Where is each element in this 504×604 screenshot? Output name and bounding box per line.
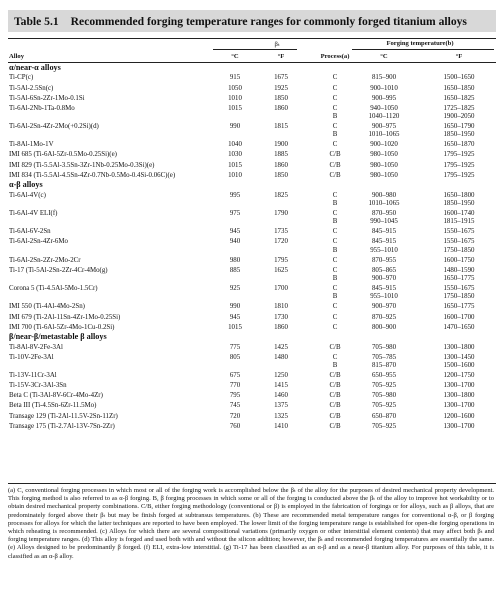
forging-range-f: 1550–1675 xyxy=(443,238,475,246)
table-row xyxy=(8,257,496,265)
forging-range-f: 1650–1775 xyxy=(443,303,475,311)
forging-range-f: 1600–1750 xyxy=(443,256,475,264)
table-row xyxy=(8,423,496,431)
beta-transus-f: 1850 xyxy=(274,171,288,179)
beta-transus-c: 675 xyxy=(229,372,241,380)
table-row xyxy=(8,324,496,332)
beta-transus-c: 990 xyxy=(229,303,241,311)
forging-range-f: 1650–1775 xyxy=(443,275,475,282)
section-heading xyxy=(8,333,496,343)
alloy-name: Transage 129 (Ti-2Al-11.5V-2Sn-11Zr) xyxy=(9,412,118,420)
table-row xyxy=(8,293,496,301)
beta-transus-f: 1625 xyxy=(274,266,288,274)
table-row xyxy=(8,192,496,200)
forging-range-f: 1550–1675 xyxy=(443,285,475,293)
forging-range-c: 980–1050 xyxy=(370,171,398,179)
alloy-name: Ti-6Al-6V-2Sn xyxy=(9,228,51,236)
beta-transus-f: 1885 xyxy=(274,151,288,159)
forging-range-c: 705–925 xyxy=(371,422,397,430)
bottom-rule xyxy=(8,483,496,484)
alloy-name: Ti-10V-2Fe-3Al xyxy=(9,353,54,361)
beta-transus-underline xyxy=(213,49,297,50)
forging-range-f: 1300–1450 xyxy=(443,353,475,361)
alloy-name: Ti-17 (Ti-5Al-2Sn-2Zr-4Cr-4Mo(g) xyxy=(9,266,108,274)
forging-range-f: 1795–1925 xyxy=(443,171,475,179)
process-code: C/B xyxy=(329,402,341,410)
beta-transus-c: 1030 xyxy=(228,151,242,159)
alloy-name: Ti-5Al-2.5Sn(c) xyxy=(9,84,54,92)
forging-range-c: 870–955 xyxy=(371,256,397,264)
beta-transus-f: 1730 xyxy=(274,313,288,321)
beta-transus-c: 795 xyxy=(229,392,241,400)
table-row xyxy=(8,218,496,226)
forging-range-c: 705–925 xyxy=(371,382,397,390)
beta-transus-f: 1675 xyxy=(274,74,288,82)
beta-transus-f: 1250 xyxy=(274,372,288,380)
forging-range-c: 845–915 xyxy=(371,285,397,293)
forging-range-f: 1200–1750 xyxy=(443,372,475,380)
beta-transus-f: 1375 xyxy=(274,402,288,410)
beta-transus-f: 1860 xyxy=(274,161,288,169)
process-code: C xyxy=(332,123,338,130)
table-row xyxy=(8,362,496,370)
forging-range-f: 1650–1870 xyxy=(443,141,475,149)
section-title: β/near-β/metastable β alloys xyxy=(9,332,107,342)
process-code: C xyxy=(332,94,338,102)
forging-range-c: 955–1010 xyxy=(370,246,398,254)
table-row xyxy=(8,141,496,149)
forging-range-f: 1900–2050 xyxy=(443,112,475,120)
process-code: C xyxy=(332,353,338,361)
beta-transus-f: 1460 xyxy=(274,392,288,400)
forging-range-c: 900–975 xyxy=(371,123,397,130)
beta-transus-c: 1050 xyxy=(228,84,242,92)
process-code: C xyxy=(332,323,338,331)
forging-range-c: 815–900 xyxy=(371,74,397,82)
forging-range-c: 845–915 xyxy=(371,238,397,246)
forging-range-c: 900–970 xyxy=(371,275,397,282)
process-code: B xyxy=(332,112,338,120)
process-code: C/B xyxy=(329,382,341,390)
process-code: C xyxy=(332,74,338,82)
alloy-name: Beta III (Ti-4.5Sn-6Zr-11.5Mo) xyxy=(9,402,97,410)
process-code: C/B xyxy=(329,422,341,430)
forging-range-f: 1650–1825 xyxy=(443,94,475,102)
beta-transus-f: 1790 xyxy=(274,210,288,217)
process-code: C/B xyxy=(329,151,341,159)
table-row xyxy=(8,210,496,218)
process-code: C xyxy=(332,285,338,293)
forging-range-f: 1500–1600 xyxy=(443,362,475,369)
table-row xyxy=(8,285,496,293)
beta-transus-c: 980 xyxy=(229,256,241,264)
table-row xyxy=(8,314,496,322)
table-footnotes: (a) C, conventional forging processes in which most or all of the forging work is accomplished below the βₜ of the alloy for the purposes of desired mechanical property development. This forging method is also referred to as α-β forging. B, β forging processes in which some or all of the forging is conducted above the βₜ of the alloy to improve hot workability or to obtain desired mechanical property combinations. C/B, either forging methodology (conventional or β) is employed in the fabrication of forgings or for alloys, such as β alloys, that are predominately forged above their βₜ but may be finish forged at subtransus temperatures. (b) These are recommended metal temperature ranges for conventional α-β, or β forging processes for alloys for which the latter techniques are reported to have been employed. The lower limit of the forging temperature range is established for open-die forging operations in which reheating is recommended. (c) Alloys for which there are several compositional variations (primarily oxygen or other interstitial element contents) that may affect both βₜ and forging temperature ranges. (d) This alloy is forged and used both with and without the silicon addition; however, the βₜ and recommended forging temperatures are essentially the same. (e) Alloys designed to be predominantly β forged. (f) ELI, extra-low interstitial. (g) Ti-17 has been classified as an α-β and as a near-β titanium alloy. For purposes of this table, it is classified as an α-β alloy. xyxy=(8,487,494,560)
beta-transus-c: 940 xyxy=(229,238,241,246)
process-code: C xyxy=(332,141,338,149)
alloy-name: Ti-6Al-2Sn-4Zr-2Mo(+0.2Si)(d) xyxy=(9,123,99,130)
header-alloy: Alloy xyxy=(9,53,25,60)
beta-transus-f: 1410 xyxy=(274,422,288,430)
header-beta-f: °F xyxy=(277,53,285,60)
table-row xyxy=(8,267,496,275)
process-code: C xyxy=(332,303,338,311)
beta-transus-c: 760 xyxy=(229,422,241,430)
table-row xyxy=(8,275,496,283)
forging-range-c: 900–995 xyxy=(371,94,397,102)
alloy-name: Ti-6Al-2Nb-1Ta-0.8Mo xyxy=(9,104,75,112)
forging-range-f: 1300–1700 xyxy=(443,422,475,430)
process-code: B xyxy=(332,131,338,139)
table-title-bar xyxy=(8,10,496,32)
beta-transus-c: 990 xyxy=(229,123,241,130)
beta-transus-c: 720 xyxy=(229,412,241,420)
beta-transus-c: 1010 xyxy=(228,94,242,102)
beta-transus-c: 975 xyxy=(229,210,241,217)
table-number: Table 5.1 xyxy=(14,14,59,28)
process-code: B xyxy=(332,199,338,207)
beta-transus-c: 1040 xyxy=(228,141,242,149)
alloy-name: Ti-15V-3Cr-3Al-3Sn xyxy=(9,382,67,390)
forging-range-f: 1815–1915 xyxy=(443,218,475,226)
forging-range-f: 1550–1675 xyxy=(443,228,475,236)
process-code: C xyxy=(332,228,338,236)
forging-temp-underline xyxy=(352,49,494,50)
beta-transus-f: 1735 xyxy=(274,228,288,236)
alloy-name: Ti-8Al-8V-2Fe-3Al xyxy=(9,343,63,351)
forging-range-f: 1500–1650 xyxy=(443,74,475,82)
table-row xyxy=(8,200,496,208)
forging-range-c: 990–1045 xyxy=(370,218,398,226)
beta-transus-f: 1795 xyxy=(274,256,288,264)
table-row xyxy=(8,247,496,255)
forging-range-c: 955–1010 xyxy=(370,293,398,301)
forging-range-c: 705–980 xyxy=(371,343,397,351)
beta-transus-c: 995 xyxy=(229,191,241,199)
forging-range-f: 1750–1850 xyxy=(443,293,475,301)
section-heading xyxy=(8,64,496,74)
table-row xyxy=(8,344,496,352)
alloy-name: IMI 679 (Ti-2Al-11Sn-4Zr-1Mo-0.25Si) xyxy=(9,313,121,321)
beta-transus-c: 925 xyxy=(229,285,241,293)
process-code: C xyxy=(332,256,338,264)
forging-range-f: 1795–1925 xyxy=(443,161,475,169)
beta-transus-c: 775 xyxy=(229,343,241,351)
process-code: B xyxy=(332,275,338,282)
header-beta-c: °C xyxy=(231,53,239,60)
alloy-name: Ti-13V-11Cr-3Al xyxy=(9,372,57,380)
process-code: C xyxy=(332,104,338,112)
process-code: C xyxy=(332,266,338,274)
process-code: B xyxy=(332,293,338,301)
beta-transus-f: 1925 xyxy=(274,84,288,92)
table-row xyxy=(8,131,496,139)
alloy-name: IMI 550 (Ti-4Al-4Mo-2Sn) xyxy=(9,303,85,311)
table-row xyxy=(8,105,496,113)
forging-range-f: 1650–1800 xyxy=(443,191,475,199)
beta-transus-c: 745 xyxy=(229,402,241,410)
forging-range-f: 1200–1600 xyxy=(443,412,475,420)
header-forge-c: °C xyxy=(380,53,388,60)
forging-range-f: 1300–1700 xyxy=(443,382,475,390)
beta-transus-f: 1810 xyxy=(274,303,288,311)
forging-range-f: 1850–1950 xyxy=(443,199,475,207)
alloy-name: Beta C (Ti-3Al-8V-6Cr-4Mo-4Zr) xyxy=(9,392,103,400)
header-beta-transus: βₜ xyxy=(274,41,280,48)
alloy-name: IMI 834 (Ti-5.5Al-4.5Sn-4Zr-0.7Nb-0.5Mo-0.4Si-0.06C)(e) xyxy=(9,171,176,179)
forging-range-c: 870–950 xyxy=(371,210,397,217)
forging-range-c: 800–900 xyxy=(371,323,397,331)
beta-transus-f: 1700 xyxy=(274,285,288,293)
forging-range-c: 650–955 xyxy=(371,372,397,380)
section-title: α-β alloys xyxy=(9,180,43,190)
beta-transus-f: 1860 xyxy=(274,323,288,331)
alloy-name: IMI 685 (Ti-6Al-5Zr-0.5Mo-0.25Si)(e) xyxy=(9,151,117,159)
alloy-name: Ti-6Al-4V ELI(f) xyxy=(9,210,58,217)
process-code: C xyxy=(332,191,338,199)
beta-transus-f: 1815 xyxy=(274,123,288,130)
process-code: C/B xyxy=(329,171,341,179)
header-rule xyxy=(8,62,496,63)
forging-range-c: 1010–1065 xyxy=(368,199,400,207)
process-code: C/B xyxy=(329,343,341,351)
forging-range-f: 1300–1800 xyxy=(443,343,475,351)
section-heading xyxy=(8,181,496,191)
forging-range-f: 1750–1850 xyxy=(443,246,475,254)
forging-range-f: 1795–1925 xyxy=(443,151,475,159)
beta-transus-c: 945 xyxy=(229,228,241,236)
forging-range-c: 900–980 xyxy=(371,191,397,199)
table-row xyxy=(8,354,496,362)
table-row xyxy=(8,151,496,159)
process-code: B xyxy=(332,362,338,369)
table-row xyxy=(8,392,496,400)
beta-transus-c: 915 xyxy=(229,74,241,82)
process-code: C xyxy=(332,210,338,217)
forging-range-c: 1040–1120 xyxy=(368,112,400,120)
beta-transus-c: 805 xyxy=(229,353,241,361)
alloy-name: Ti-6Al-2Sn-4Zr-6Mo xyxy=(9,238,68,246)
header-forge-f: °F xyxy=(455,53,463,60)
table-row xyxy=(8,123,496,131)
forging-range-c: 980–1050 xyxy=(370,151,398,159)
forging-range-c: 900–970 xyxy=(371,303,397,311)
alloy-name: Corona 5 (Ti-4.5Al-5Mo-1.5Cr) xyxy=(9,285,98,293)
forging-range-c: 900–1010 xyxy=(370,84,398,92)
alloy-name: Transage 175 (Ti-2.7Al-13V-7Sn-2Zr) xyxy=(9,422,115,430)
table-row xyxy=(8,162,496,170)
table-row xyxy=(8,382,496,390)
beta-transus-c: 1015 xyxy=(228,323,242,331)
table-row xyxy=(8,228,496,236)
forging-range-c: 940–1050 xyxy=(370,104,398,112)
table-row xyxy=(8,413,496,421)
process-code: B xyxy=(332,246,338,254)
process-code: C xyxy=(332,238,338,246)
process-code: B xyxy=(332,218,338,226)
alloy-name: Ti-6Al-4V(c) xyxy=(9,191,46,199)
beta-transus-f: 1825 xyxy=(274,191,288,199)
forging-range-c: 845–915 xyxy=(371,228,397,236)
beta-transus-c: 770 xyxy=(229,382,241,390)
forging-range-c: 805–865 xyxy=(371,266,397,274)
alloy-name: Ti-8Al-1Mo-1V xyxy=(9,141,54,149)
alloy-name: IMI 829 (Ti-5.5Al-3.5Sn-3Zr-1Nb-0.25Mo-0.3Si)(e) xyxy=(9,161,155,169)
alloy-name: Ti-6Al-2Sn-2Zr-2Mo-2Cr xyxy=(9,256,81,264)
forging-range-f: 1725–1825 xyxy=(443,104,475,112)
forging-range-c: 650–870 xyxy=(371,412,397,420)
forging-range-c: 815–870 xyxy=(371,362,397,369)
beta-transus-c: 945 xyxy=(229,313,241,321)
table-row xyxy=(8,95,496,103)
forging-range-f: 1300–1800 xyxy=(443,392,475,400)
forging-range-c: 705–925 xyxy=(371,402,397,410)
beta-transus-c: 1010 xyxy=(228,171,242,179)
forging-range-f: 1600–1740 xyxy=(443,210,475,217)
table-row xyxy=(8,372,496,380)
beta-transus-f: 1720 xyxy=(274,238,288,246)
beta-transus-f: 1860 xyxy=(274,104,288,112)
process-code: C/B xyxy=(329,161,341,169)
table-row xyxy=(8,74,496,82)
forging-range-c: 705–785 xyxy=(371,353,397,361)
table-title: Recommended forging temperature ranges for commonly forged titanium alloys xyxy=(70,14,467,28)
alloy-name: Ti-5Al-6Sn-2Zr-1Mo-0.1Si xyxy=(9,94,85,102)
beta-transus-f: 1480 xyxy=(274,353,288,361)
forging-range-f: 1850–1950 xyxy=(443,131,475,139)
table-row xyxy=(8,113,496,121)
header-forging-temperature: Forging temperature(b) xyxy=(386,40,454,47)
header-process: Process(a) xyxy=(320,53,350,60)
beta-transus-f: 1900 xyxy=(274,141,288,149)
forging-range-c: 980–1050 xyxy=(370,161,398,169)
table-row xyxy=(8,303,496,311)
forging-range-c: 900–1020 xyxy=(370,141,398,149)
table-row xyxy=(8,402,496,410)
alloy-name: IMI 700 (Ti-6Al-5Zr-4Mo-1Cu-0.2Si) xyxy=(9,323,115,331)
forging-range-c: 870–925 xyxy=(371,313,397,321)
beta-transus-c: 1015 xyxy=(228,104,242,112)
section-title: α/near-α alloys xyxy=(9,63,61,72)
table-row xyxy=(8,85,496,93)
beta-transus-f: 1425 xyxy=(274,343,288,351)
beta-transus-c: 1015 xyxy=(228,161,242,169)
forging-range-f: 1600–1700 xyxy=(443,313,475,321)
forging-range-f: 1650–1850 xyxy=(443,84,475,92)
table-row xyxy=(8,238,496,246)
table-row xyxy=(8,172,496,180)
forging-range-c: 1010–1065 xyxy=(368,131,400,139)
forging-range-f: 1480–1590 xyxy=(443,266,475,274)
top-rule xyxy=(8,38,496,39)
beta-transus-f: 1325 xyxy=(274,412,288,420)
process-code: C/B xyxy=(329,372,341,380)
forging-range-f: 1650–1790 xyxy=(443,123,475,130)
beta-transus-f: 1850 xyxy=(274,94,288,102)
alloy-name: Ti-CP(c) xyxy=(9,74,34,82)
forging-range-f: 1470–1650 xyxy=(443,323,475,331)
forging-range-f: 1300–1700 xyxy=(443,402,475,410)
process-code: C/B xyxy=(329,412,341,420)
process-code: C xyxy=(332,84,338,92)
beta-transus-f: 1415 xyxy=(274,382,288,390)
process-code: C/B xyxy=(329,392,341,400)
process-code: C xyxy=(332,313,338,321)
beta-transus-c: 885 xyxy=(229,266,241,274)
forging-range-c: 705–980 xyxy=(371,392,397,400)
